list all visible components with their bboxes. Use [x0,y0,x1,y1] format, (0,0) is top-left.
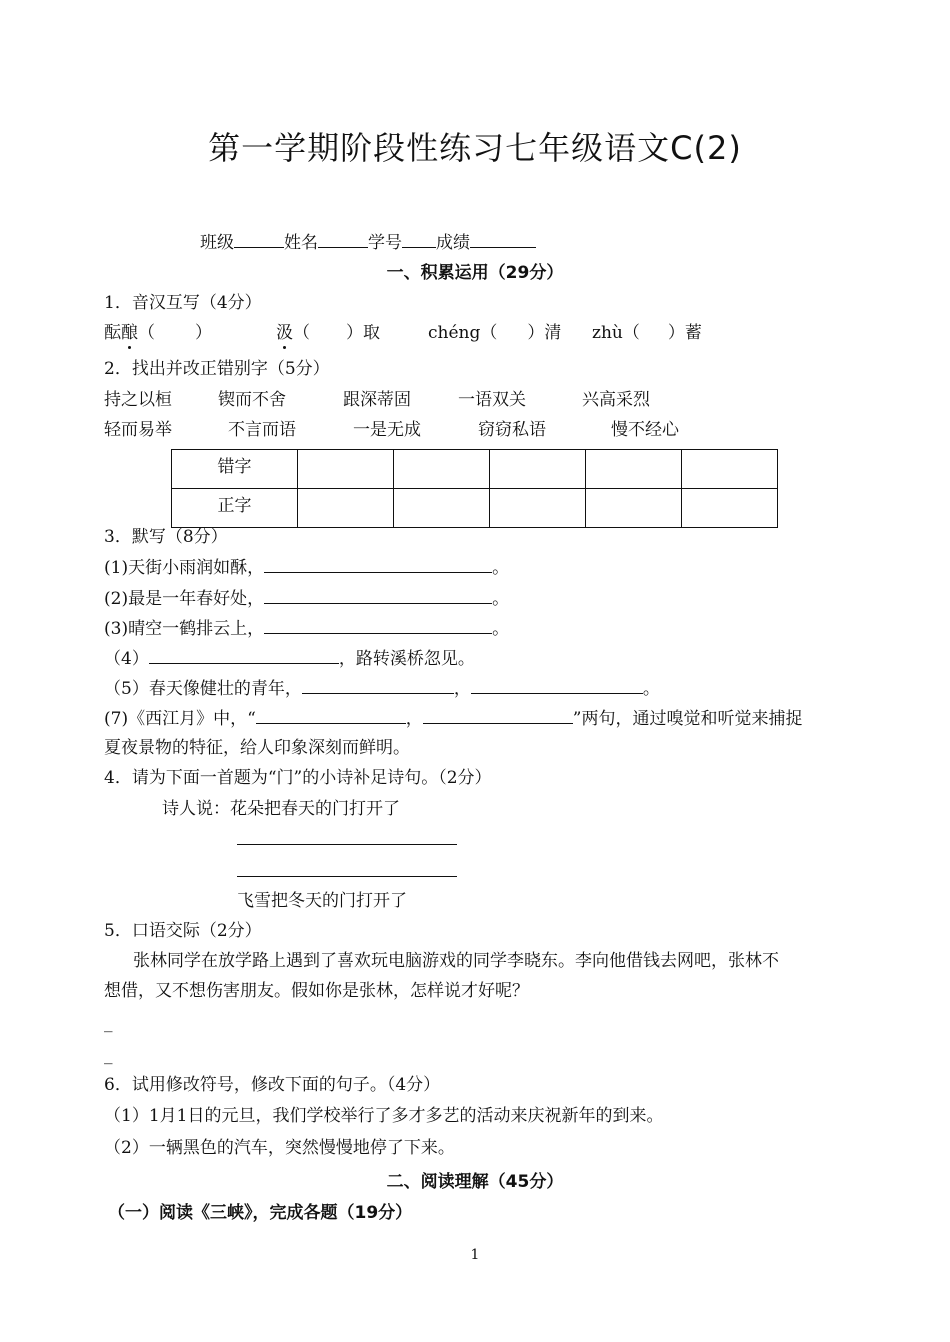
answer-line[interactable]: _ [104,1045,113,1065]
table-cell[interactable] [586,450,682,489]
correction-table [171,449,778,528]
punctuation: ， [453,679,471,699]
q3-title: 3．默写（8分） [104,527,228,547]
q1-word-1-char-b: 酿 [121,323,138,343]
q1-paren-close: ） [195,323,212,343]
q6-sentence-1: （1）1月1日的元旦，我们学校举行了多才多艺的活动来庆祝新年的到来。 [104,1106,664,1126]
poem-blank-line[interactable] [237,844,457,845]
punctuation: 。 [492,589,510,609]
q1-word-2 [276,322,380,344]
answer-line[interactable]: _ [104,1013,113,1033]
table-cell[interactable] [586,489,682,528]
q3-line-4-prefix: （4） [104,649,149,669]
q1-word-1-char-a: 酝 [104,323,121,343]
q3-blank[interactable] [264,556,492,573]
q2-word: 跟深蒂固 [343,390,411,410]
q2-word: 窃窃私语 [478,420,546,440]
correct-char-label: 正字 [172,489,298,528]
q1-word-2-char: 汲 [276,323,293,343]
q1-title: 1．音汉互写（4分） [104,293,262,313]
table-row [172,450,778,489]
q3-line-7 [104,707,802,730]
q5-title: 5．口语交际（2分） [104,921,262,941]
student-id-label: 学号 [368,233,402,253]
name-label: 姓名 [284,233,318,253]
table-cell[interactable] [682,450,778,489]
q3-blank[interactable] [471,677,643,694]
q6-title: 6．试用修改符号，修改下面的句子。（4分） [104,1075,441,1095]
q5-paragraph-line-1: 张林同学在放学路上遇到了喜欢玩电脑游戏的同学李晓东。李向他借钱去网吧，张林不 [133,951,779,971]
q3-line-5-text: （5）春天像健壮的青年， [104,679,302,699]
q3-line-3-text: (3)晴空一鹤排云上， [104,619,265,639]
section-heading-2: 二、阅读理解（45分） [386,1172,564,1192]
q6-sentence-2: （2）一辆黑色的汽车，突然慢慢地停了下来。 [104,1138,455,1158]
q3-blank[interactable] [423,707,573,724]
score-label: 成绩 [436,233,470,253]
q4-title: 4．请为下面一首题为“门”的小诗补足诗句。（2分） [104,768,492,788]
q3-line-2-text: (2)最是一年春好处， [104,589,265,609]
table-cell[interactable] [298,450,394,489]
q2-word: 不言而语 [228,420,296,440]
table-cell[interactable] [394,450,490,489]
header-fields [200,231,536,254]
q3-line-7-cont: 夏夜景物的特征，给人印象深刻而鲜明。 [104,738,410,758]
q3-line-2 [104,587,509,610]
q2-word: 慢不经心 [611,420,679,440]
q1-paren-open: （ [293,323,310,343]
q2-word: 持之以桓 [104,390,172,410]
punctuation: 。 [642,679,660,699]
q3-blank[interactable] [302,677,454,694]
q1-word-1 [104,322,212,344]
table-cell[interactable] [298,489,394,528]
q3-blank[interactable] [264,617,492,634]
q1-paren-close: ）取 [346,323,380,343]
page-number: 1 [470,1247,480,1263]
q3-line-1 [104,556,509,579]
punctuation: 。 [492,619,510,639]
table-cell[interactable] [490,489,586,528]
q1-paren-open: （ [622,323,640,343]
q5-paragraph-line-2: 想借，又不想伤害朋友。假如你是张林，怎样说才好呢？ [104,981,529,1001]
q1-paren-close: ）蓄 [667,323,702,343]
q1-paren-open: （ [480,323,498,343]
punctuation: 。 [492,558,510,578]
poem-line-4: 飞雪把冬天的门打开了 [237,891,407,911]
page-title: 第一学期阶段性练习七年级语文C(2) [208,129,742,167]
poem-line-1: 诗人说：花朵把春天的门打开了 [162,799,400,819]
subsection-heading: （一）阅读《三峡》，完成各题（19分） [108,1203,413,1223]
q3-line-7-prefix: (7)《西江月》中，“ [104,709,256,729]
class-blank[interactable] [234,231,284,248]
q3-line-4 [104,647,475,670]
q2-word: 兴高采烈 [582,390,650,410]
score-blank[interactable] [470,231,536,248]
table-row [172,489,778,528]
q3-blank[interactable] [264,587,492,604]
punctuation: ， [405,709,423,729]
q3-line-1-text: (1)天街小雨润如酥， [104,558,265,578]
q3-line-5 [104,677,660,700]
table-cell[interactable] [490,450,586,489]
q2-word: 轻而易举 [104,420,172,440]
student-id-blank[interactable] [402,231,436,248]
q1-paren-close: ）清 [527,323,562,343]
table-cell[interactable] [682,489,778,528]
name-blank[interactable] [318,231,368,248]
q3-line-3 [104,617,509,640]
q1-pinyin-4: zhù [592,323,623,343]
q1-pinyin-3: chéng [428,323,481,343]
q2-title: 2．找出并改正错别字（5分） [104,359,330,379]
q1-word-4 [592,322,702,344]
q3-line-7-suffix: ”两句，通过嗅觉和听觉来捕捉 [572,709,803,729]
q1-paren-open: （ [138,323,155,343]
q3-blank[interactable] [149,647,339,664]
q3-line-4-suffix: ，路转溪桥忽见。 [338,649,475,669]
q2-word: 一是无成 [353,420,421,440]
poem-blank-line[interactable] [237,876,457,877]
q1-word-3 [428,322,561,344]
table-cell[interactable] [394,489,490,528]
section-heading-1: 一、积累运用（29分） [386,263,564,283]
q2-word: 锲而不舍 [218,390,286,410]
q3-blank[interactable] [256,707,406,724]
q2-word: 一语双关 [458,390,526,410]
class-label: 班级 [200,233,234,253]
wrong-char-label: 错字 [172,450,298,489]
